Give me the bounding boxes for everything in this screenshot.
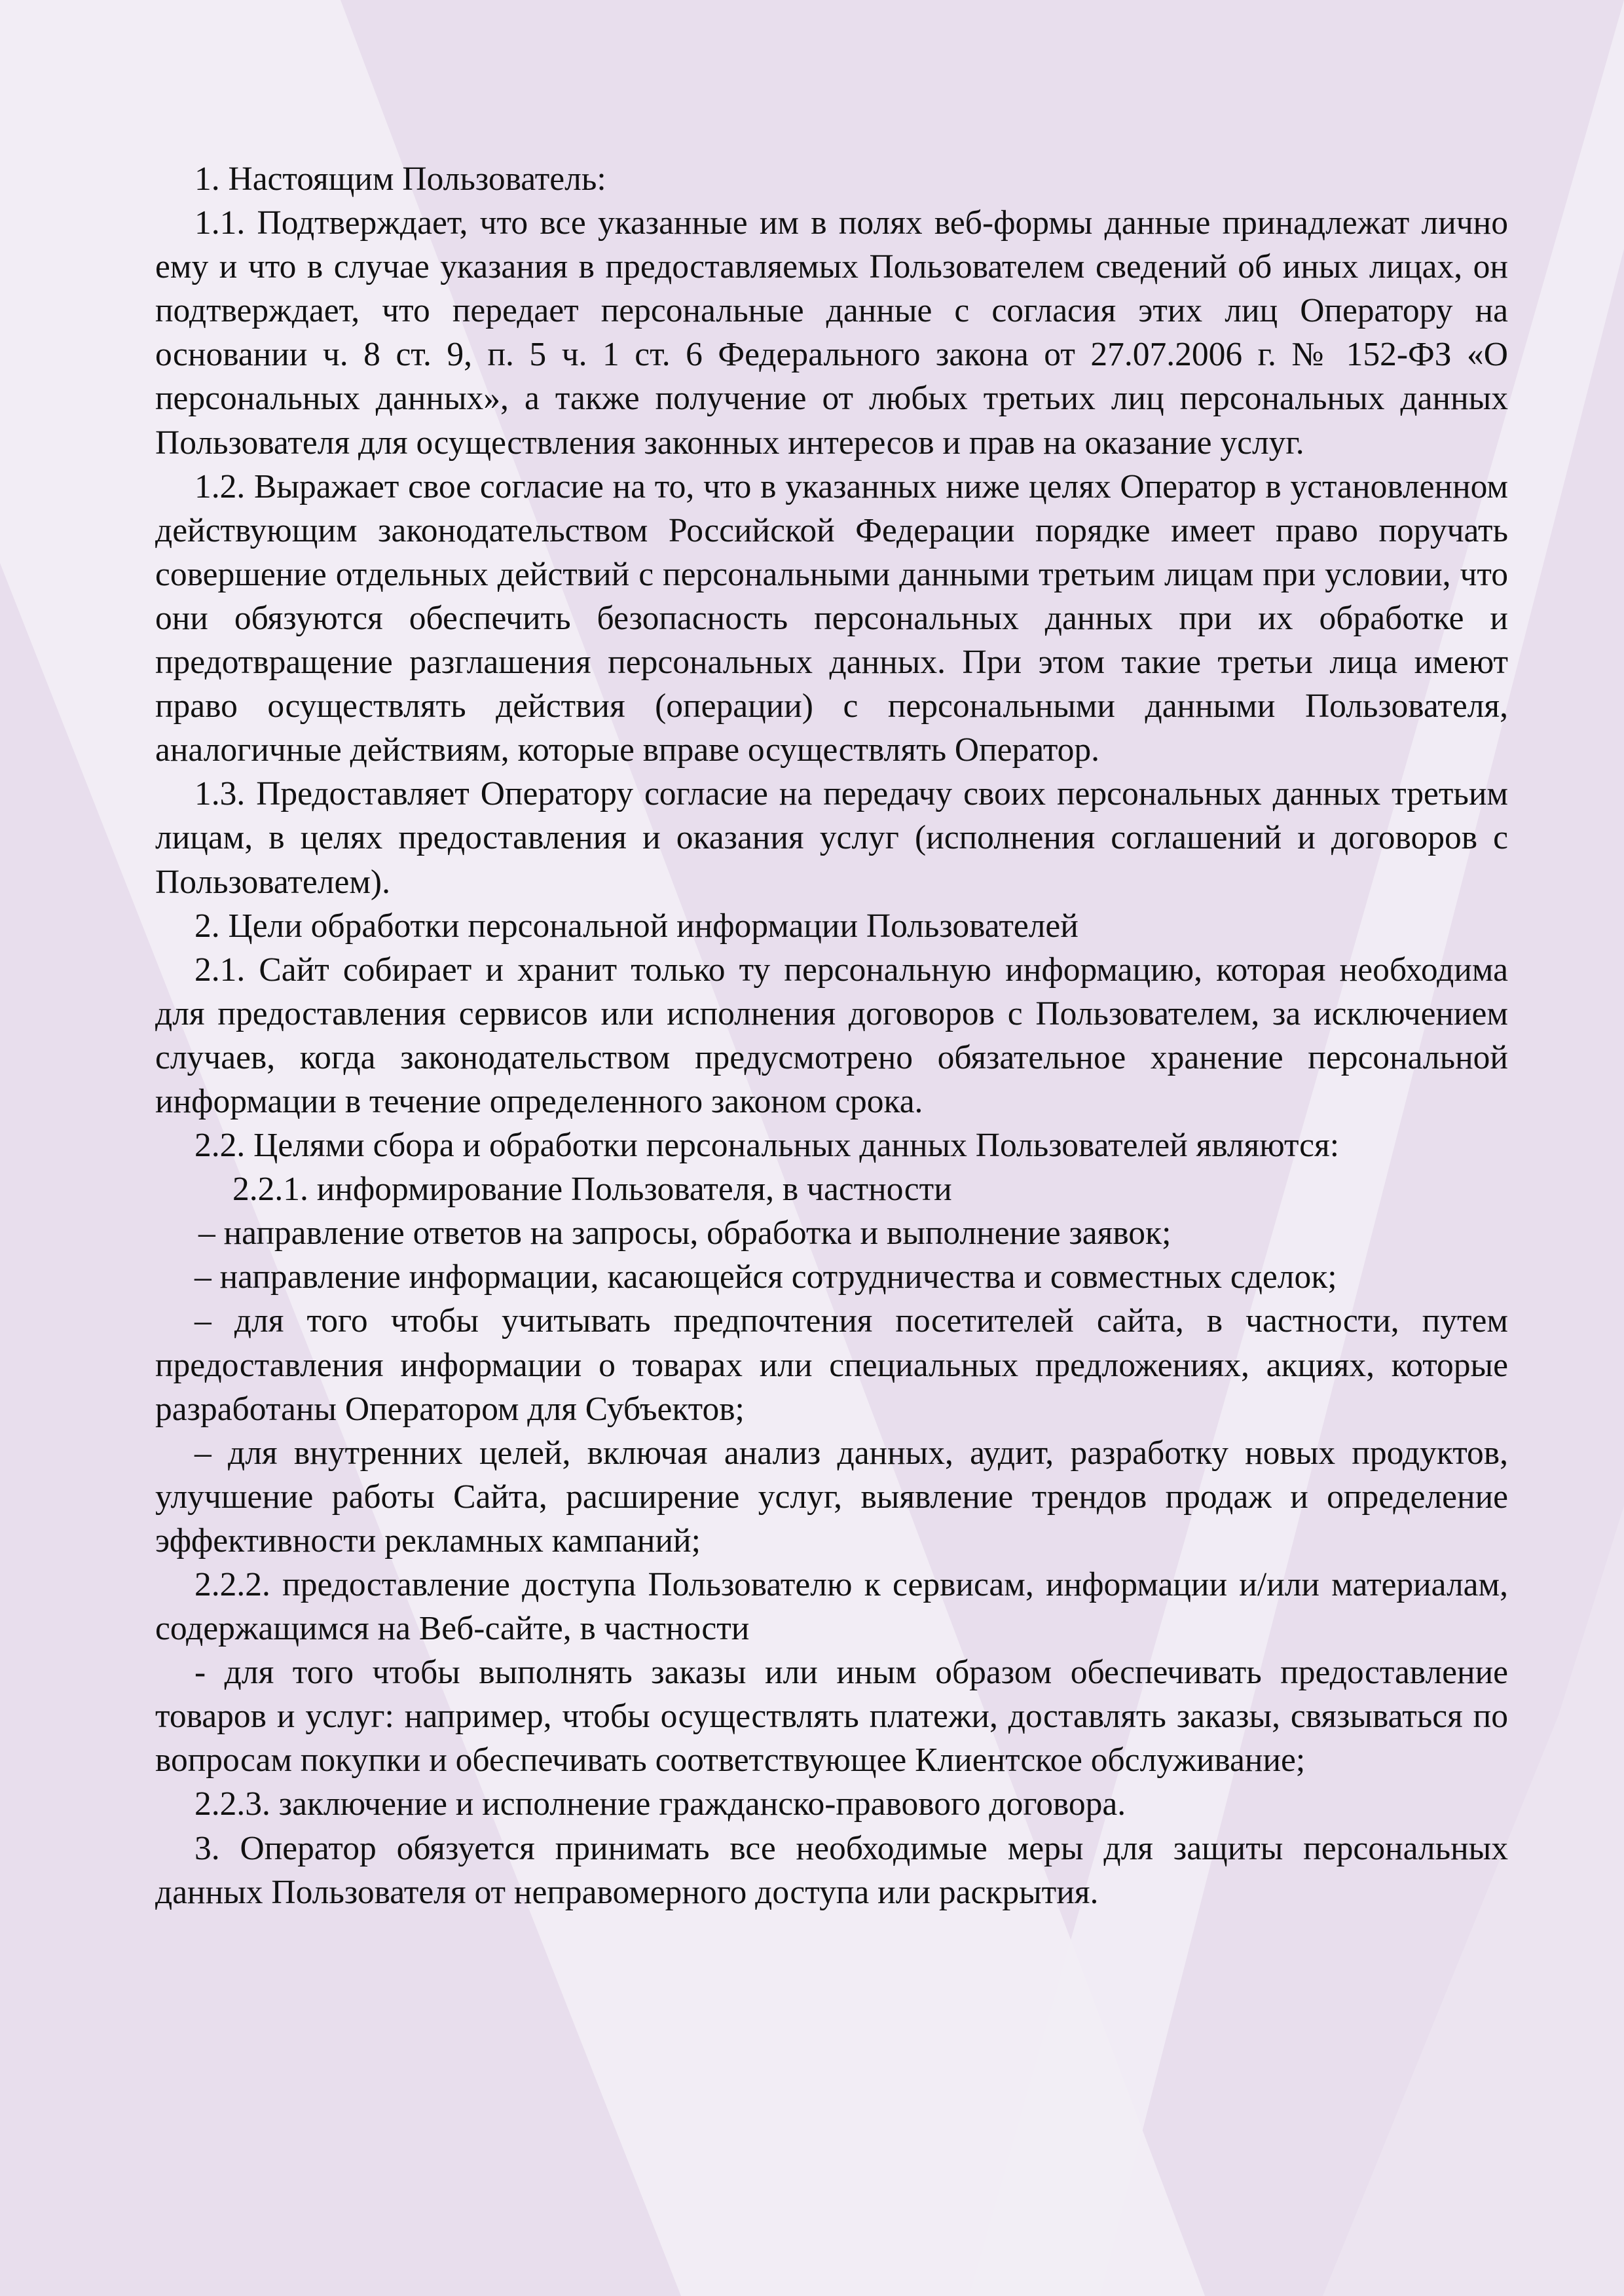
paragraph-3: 3. Оператор обязуется принимать все необходимые меры для защиты персональных данных Пользователя от неправомерного доступа или раскрытия. <box>155 1829 1508 1911</box>
paragraph-2-2-2: 2.2.2. предоставление доступа Пользователю к сервисам, информации и/или материалам, содержащимся на Веб-сайте, в частности <box>155 1566 1508 1648</box>
list-item-internal-purposes: – для внутренних целей, включая анализ данных, аудит, разработку новых продуктов, улучшение работы Сайта, расширение услуг, выявление трендов продаж и определение эффективности рекламных кампаний; <box>155 1434 1508 1559</box>
document-body <box>155 157 1508 1914</box>
paragraph-2-2-3: 2.2.3. заключение и исполнение гражданско-правового договора. <box>194 1785 1126 1823</box>
list-item-orders: - для того чтобы выполнять заказы или иным образом обеспечивать предоставление товаров и услуг: например, чтобы осуществлять платежи, доставлять заказы, связываться по вопросам покупки и обеспечивать соответствующее Клиентское обслуживание; <box>155 1654 1508 1779</box>
paragraph-2-1: 2.1. Сайт собирает и хранит только ту персональную информацию, которая необходима для предоставления сервисов или исполнения договоров с Пользователем, за исключением случаев, когда законодательством предусмотрено обязательное хранение персональной информации в течение определенного законом срока. <box>155 951 1508 1120</box>
paragraph-1-1: 1.1. Подтверждает, что все указанные им в полях веб-формы данные принадлежат лично ему и что в случае указания в предоставляемых Пользователем сведений об иных лицах, он подтверждает, что передает персональные данные с согласия этих лиц Оператору на основании ч. 8 ст. 9, п. 5 ч. 1 ст. 6 Федерального закона от 27.07.2006 г. № 152-ФЗ «О персональных данных», а также получение от любых третьих лиц персональных данных Пользователя для осуществления законных интересов и прав на оказание услуг. <box>155 204 1508 462</box>
list-item-cooperation: – направление информации, касающейся сотрудничества и совместных сделок; <box>194 1258 1337 1296</box>
paragraph-1-3: 1.3. Предоставляет Оператору согласие на передачу своих персональных данных третьим лицам, в целях предоставления и оказания услуг (исполнения соглашений и договоров с Пользователем). <box>155 775 1508 901</box>
list-item-preferences: – для того чтобы учитывать предпочтения посетителей сайта, в частности, путем предоставления информации о товарах или специальных предложениях, акциях, которые разработаны Оператором для Субъектов; <box>155 1302 1508 1428</box>
paragraph-1-2: 1.2. Выражает свое согласие на то, что в указанных ниже целях Оператор в установленном действующим законодательством Российской Федерации порядке имеет право поручать совершение отдельных действий с персональными данными третьим лицам при условии, что они обязуются обеспечить безопасность персональных данных при их обработке и предотвращение разглашения персональных данных. При этом такие третьи лица имеют право осуществлять действия (операции) с персональными данными Пользователя, аналогичные действиям, которые вправе осуществлять Оператор. <box>155 467 1508 769</box>
paragraph-2-2: 2.2. Целями сбора и обработки персональных данных Пользователей являются: <box>194 1127 1340 1165</box>
paragraph-2-2-1: 2.2.1. информирование Пользователя, в частности <box>232 1171 952 1209</box>
paragraph-2-heading: 2. Цели обработки персональной информации Пользователей <box>194 907 1079 945</box>
paragraph-1-heading: 1. Настоящим Пользователь: <box>194 160 606 198</box>
list-item-requests: – направление ответов на запросы, обработка и выполнение заявок; <box>198 1214 1172 1252</box>
